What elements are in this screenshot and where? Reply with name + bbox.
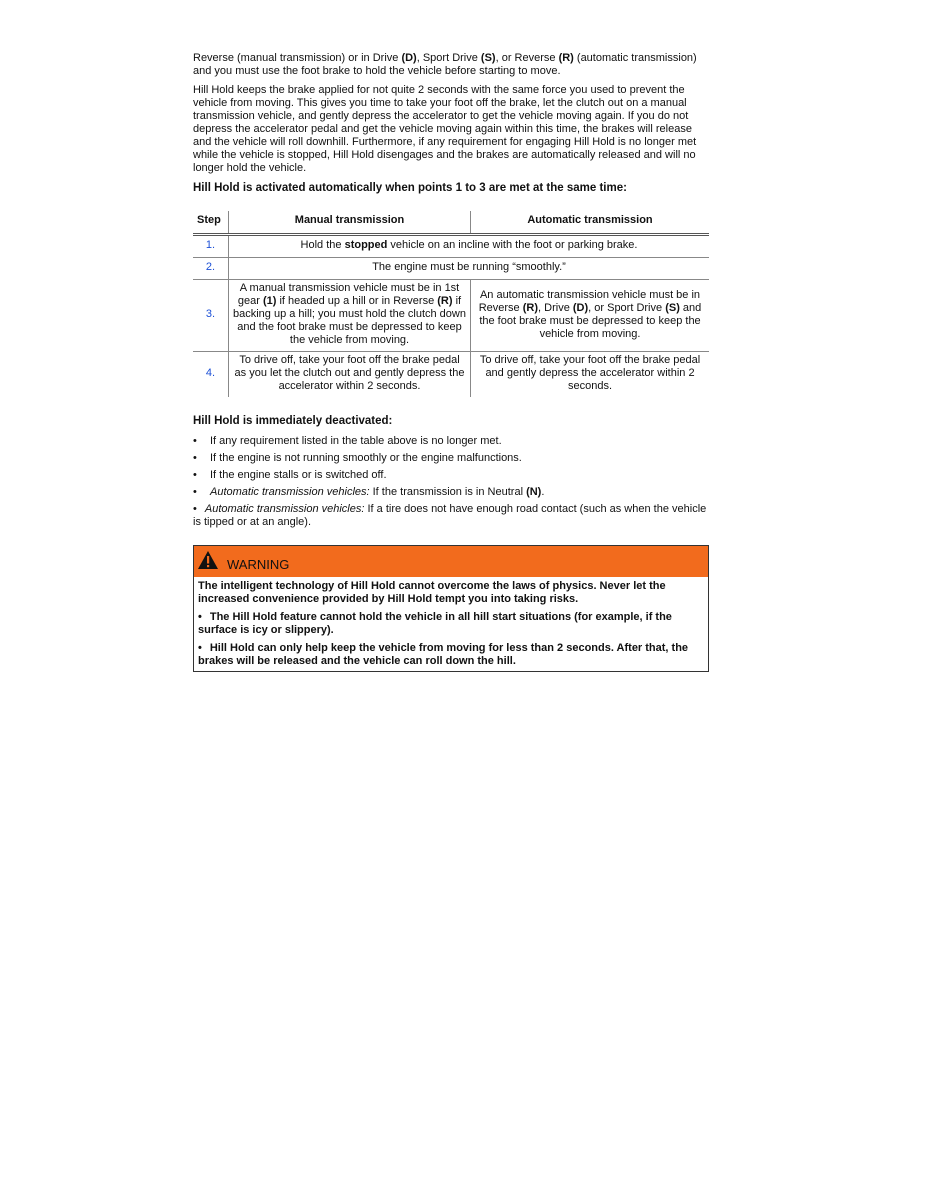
bullet-icon: • (193, 486, 197, 498)
bullet-icon: • (198, 611, 202, 623)
header-automatic: Automatic transmission (471, 211, 710, 235)
table-row (193, 280, 709, 352)
header-step: Step (197, 213, 221, 226)
intro-paragraph-1: Reverse (manual transmission) or in Drive (D), Sport Drive (S), or Reverse (R) (automatic transmission) and you must use the foot brake to hold the vehicle before starting to move. (193, 52, 697, 77)
manual-cell: To drive off, take your foot off the brake pedal as you let the clutch out and gently depress the accelerator within 2 seconds. (229, 352, 471, 398)
bullet-icon: • (198, 642, 202, 654)
hill-hold-steps-table (193, 211, 709, 397)
warning-box (193, 545, 709, 672)
table-row (193, 258, 709, 280)
manual-cell: A manual transmission vehicle must be in 1st gear (1) if headed up a hill or in Reverse (R) if backing up a hill; you must hold the clutch down and the foot brake must be depressed to keep the vehicle from moving. (229, 280, 471, 352)
table-row (193, 235, 709, 258)
intro-paragraph-2: Hill Hold keeps the brake applied for not quite 2 seconds with the same force you used to prevent the vehicle from moving. This gives you time to take your foot off the brake, let the clutch out on a manual transmission vehicle, and gently depress the accelerator to get the vehicle moving again. If you do not depress the accelerator pedal and get the vehicle moving again within this time, the brakes will release and the vehicle will roll downhill. Furthermore, if any requirement for engaging Hill Hold is no longer met while the vehicle is stopped, Hill Hold disengages and the brakes are automatically released and will no longer hold the vehicle. (193, 84, 697, 174)
activation-heading: Hill Hold is activated automatically when points 1 to 3 are met at the same time: (193, 182, 627, 194)
bullet-icon: • (193, 435, 197, 447)
step-text: Hold the stopped vehicle on an incline with the foot or parking brake. (229, 235, 710, 258)
warning-header (194, 546, 708, 577)
header-manual: Manual transmission (229, 211, 471, 235)
warning-title: WARNING (227, 557, 290, 572)
step-number: 4. (193, 352, 229, 398)
warning-triangle-icon (197, 550, 219, 574)
list-item: • Automatic transmission vehicles: If the transmission is in Neutral (N). (193, 486, 545, 498)
list-item: • If the engine stalls or is switched off. (193, 469, 387, 481)
bullet-icon: • (193, 469, 197, 481)
warning-bullet: • The Hill Hold feature cannot hold the vehicle in all hill start situations (for example, if the surface is icy or slippery). (198, 611, 672, 636)
list-item: • If the engine is not running smoothly or the engine malfunctions. (193, 452, 522, 464)
automatic-cell: To drive off, take your foot off the brake pedal and gently depress the accelerator within 2 seconds. (471, 352, 710, 398)
automatic-cell: An automatic transmission vehicle must be in Reverse (R), Drive (D), or Sport Drive (S) and the foot brake must be depressed to keep the vehicle from moving. (471, 280, 710, 352)
list-item: • Automatic transmission vehicles: If a tire does not have enough road contact (such as when the vehicle is tipped or at an angle). (193, 503, 707, 528)
document-content (193, 52, 709, 672)
deactivation-heading: Hill Hold is immediately deactivated: (193, 415, 393, 427)
step-number: 2. (193, 258, 229, 280)
deactivation-list (193, 435, 709, 529)
step-number: 3. (193, 280, 229, 352)
warning-paragraph: The intelligent technology of Hill Hold cannot overcome the laws of physics. Never let the increased convenience provided by Hill Hold tempt you into taking risks. (198, 580, 666, 605)
warning-body (194, 577, 708, 671)
list-item: • If any requirement listed in the table above is no longer met. (193, 435, 502, 447)
table-row (193, 352, 709, 398)
table-header-row (193, 211, 709, 235)
step-text: The engine must be running “smoothly.” (229, 258, 710, 280)
bullet-icon: • (193, 503, 197, 515)
warning-bullet: • Hill Hold can only help keep the vehicle from moving for less than 2 seconds. After that, the brakes will be released and the vehicle can roll down the hill. (198, 642, 689, 667)
bullet-icon: • (193, 452, 197, 464)
step-number: 1. (193, 235, 229, 258)
